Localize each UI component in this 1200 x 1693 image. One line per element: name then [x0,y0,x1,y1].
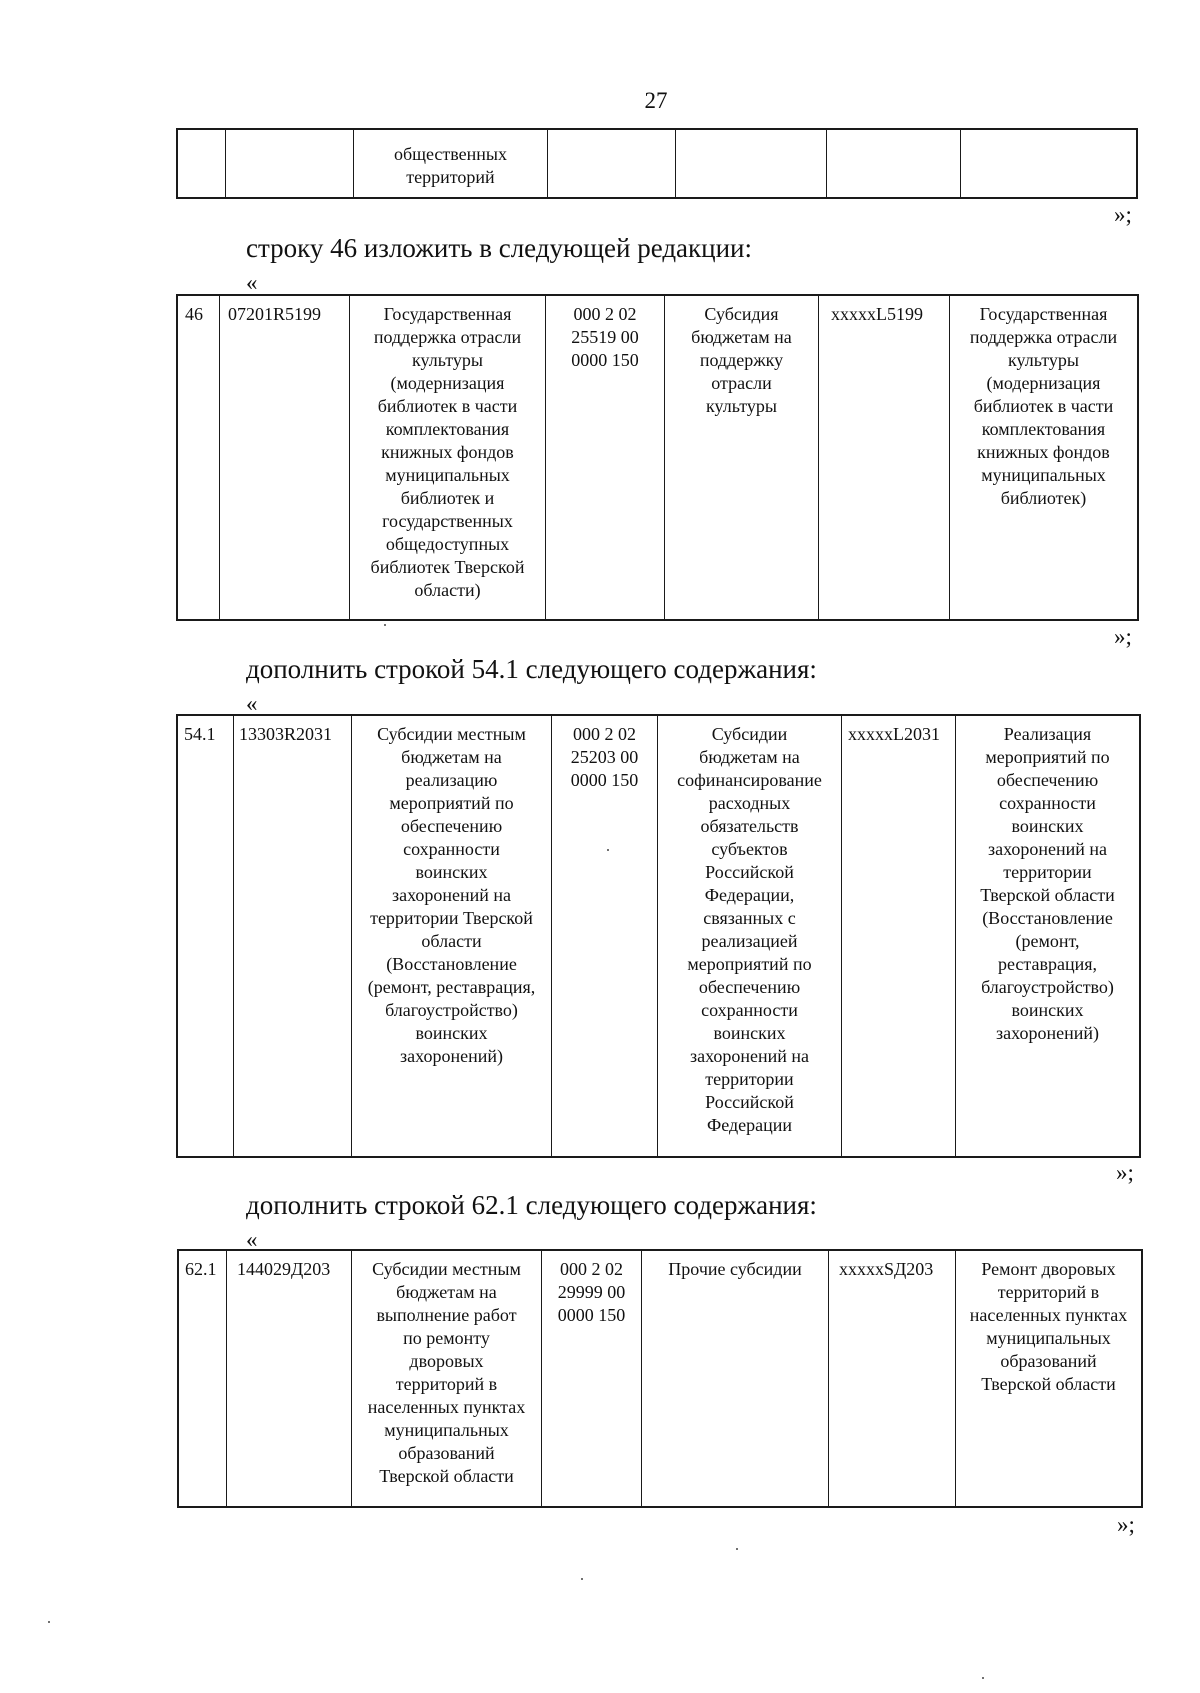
revenue-name: Субсидия бюджетам на поддержку отрасли культуры [664,296,818,619]
revenue-name: Субсидии бюджетам на софинансирование расходных обязательств субъектов Российской Федерации, связанных с реализацией мероприятий по обеспечению сохранности воинских захоронений на территории Российской Федерации [657,716,841,1156]
page-number: 27 [644,88,668,113]
row-number: 46 [185,304,203,324]
table-row-62-1 [177,1249,1143,1508]
scan-speck [607,849,609,851]
local-code: xxxxxSД203 [828,1251,955,1506]
scan-speck [736,1548,738,1550]
table-cell [225,130,353,197]
opening-quote: « [246,691,258,716]
scan-speck [48,1621,50,1623]
row-number: 54.1 [184,724,216,744]
local-code: xxxxxL5199 [818,296,949,619]
revenue-name: Прочие субсидии [641,1251,828,1506]
local-code: xxxxxL2031 [841,716,955,1156]
table-row-46 [176,294,1139,621]
scan-speck [581,1578,583,1580]
target-code: 07201R5199 [219,296,349,619]
target-description: Субсидии местным бюджетам на реализацию мероприятий по обеспечению сохранности воинских захоронений на территории Тверской области (Восстановление (ремонт, реставрация, благоустройство) воинских захоронений) [351,716,551,1156]
local-description: Государственная поддержка отрасли культуры (модернизация библиотек в части комплектования книжных фондов муниципальных библиотек) [949,296,1137,619]
table-fragment-top [176,128,1138,199]
target-code: 144029Д203 [226,1251,351,1506]
section-heading-54-1: дополнить строкой 54.1 следующего содержания: [246,654,817,684]
local-description: Ремонт дворовых территорий в населенных пунктах муниципальных образований Тверской области [955,1251,1141,1506]
section-heading-62-1: дополнить строкой 62.1 следующего содержания: [246,1190,817,1220]
target-code: 13303R2031 [233,716,351,1156]
opening-quote: « [246,1227,258,1252]
target-description: Субсидии местным бюджетам на выполнение работ по ремонту дворовых территорий в населенных пунктах муниципальных образований Тверской области [351,1251,541,1506]
revenue-code: 000 2 02 25203 00 0000 150 [551,716,657,1156]
table-cell [675,130,826,197]
section-heading-46: строку 46 изложить в следующей редакции: [246,233,753,263]
closing-quote: »; [1114,202,1132,227]
table-cell [547,130,675,197]
table-cell [960,130,1136,197]
table-cell [178,130,225,197]
closing-quote: »; [1116,1160,1134,1185]
closing-quote: »; [1114,624,1132,649]
closing-quote: »; [1117,1512,1135,1537]
row-number: 62.1 [185,1259,217,1279]
target-description: Государственная поддержка отрасли культуры (модернизация библиотек в части комплектования книжных фондов муниципальных библиотек и государственных общедоступных библиотек Тверской области) [349,296,545,619]
scan-speck [982,1677,984,1679]
scan-speck [384,624,386,626]
revenue-code: 000 2 02 29999 00 0000 150 [541,1251,641,1506]
local-description: Реализация мероприятий по обеспечению сохранности воинских захоронений на территории Тверской области (Восстановление (ремонт, реставрация, благоустройство) воинских захоронений) [955,716,1139,1156]
table-cell [826,130,960,197]
revenue-code: 000 2 02 25519 00 0000 150 [545,296,664,619]
table-row-54-1 [176,714,1141,1158]
opening-quote: « [246,270,258,295]
table-cell: общественных территорий [353,130,547,197]
